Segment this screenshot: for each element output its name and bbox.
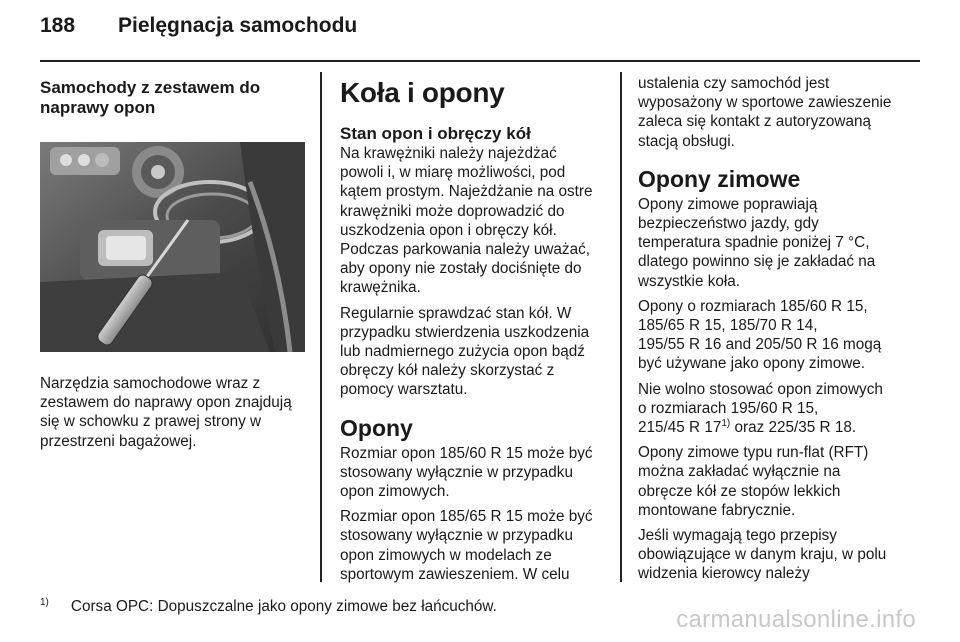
footnote	[40, 593, 497, 616]
page-header	[40, 14, 357, 48]
page-title: Pielęgnacja samochodu	[118, 14, 358, 37]
paragraph-forbidden-sizes	[638, 380, 913, 438]
paragraph-size-185-65: Rozmiar opon 185/65 R 15 może być stosowany wyłącznie w przypadku opon zimowych w modelach ze sportowym zawieszeniem. W celu	[340, 508, 593, 583]
page-number: 188	[40, 14, 76, 37]
footnote-marker: 1)	[40, 597, 49, 608]
paragraph-size-185-60: Rozmiar opon 185/60 R 15 może być stosowany wyłącznie w przypadku opon zimowych.	[340, 444, 593, 501]
subheading-tire-rim-condition: Stan opon i obręczy kół	[340, 124, 531, 143]
footnote-text: Corsa OPC: Dopuszczalne jako opony zimowe bez łańcuchów.	[70, 598, 497, 616]
paragraph-continued: ustalenia czy samochód jest wyposażony w sportowe zawieszenie zaleca się kontakt z autoryzowaną stacją obsługi.	[638, 75, 892, 150]
heading-tires: Opony	[340, 414, 413, 441]
column-middle	[340, 74, 608, 590]
header-divider	[40, 60, 920, 62]
paragraph-curbs: Na krawężniki należy najeżdżać powoli i, w miarę możliwości, pod kątem prostym. Najeżdżanie na ostre krawężniki może doprowadzić do uszkodzenia opon i obręczy kół. Podczas parkowania należy uważać, aby opony nie zostały dociśnięte do krawężnika.	[340, 145, 593, 297]
column-left	[40, 74, 308, 457]
column-right	[638, 74, 913, 590]
column-divider-2	[620, 72, 622, 582]
column-divider-1	[320, 72, 322, 582]
paragraph-check-wheels: Regularnie sprawdzać stan kół. W przypadku stwierdzenia uszkodzenia lub nadmiernego zużycia opon bądź obręczy kół należy skorzystać z pomocy warsztatu.	[340, 304, 590, 399]
paragraph-winter-sizes: Opony o rozmiarach 185/60 R 15, 185/65 R 15, 185/70 R 14, 195/55 R 16 and 205/50 R 16 mogą być używane jako opony zimowe.	[638, 297, 882, 373]
paragraph-run-flat: Opony zimowe typu run-flat (RFT) można zakładać wyłącznie na obręcze kół ze stopów lekkich montowane fabrycznie.	[638, 444, 869, 519]
footnote-reference[interactable]: 1)	[721, 417, 731, 429]
paragraph-regulations: Jeśli wymagają tego przepisy obowiązujące w danym kraju, w polu widzenia kierowcy należy	[638, 527, 887, 583]
forbidden-sizes-text: Nie wolno stosować opon zimowych o rozmiarach 195/60 R 15, 215/45 R 17	[638, 380, 883, 437]
photo-caption: Narzędzia samochodowe wraz z zestawem do naprawy opon znajdują się w schowku z prawej strony w przestrzeni bagażowej.	[40, 375, 292, 450]
heading-winter-tires: Opony zimowe	[638, 165, 801, 192]
section-heading-tire-repair-kit: Samochody z zestawem do naprawy opon	[40, 78, 261, 117]
forbidden-sizes-text-end: oraz 225/35 R 18.	[730, 419, 857, 437]
watermark: carmanualsonline.info	[676, 606, 916, 633]
section-title-wheels-tires: Koła i opony	[340, 77, 505, 108]
paragraph-winter-safety: Opony zimowe poprawiają bezpieczeństwo jazdy, gdy temperatura spadnie poniżej 7 °C, dlatego powinno się je zakładać na wszystkie koła.	[638, 195, 876, 290]
trunk-tools-photo	[40, 142, 305, 352]
